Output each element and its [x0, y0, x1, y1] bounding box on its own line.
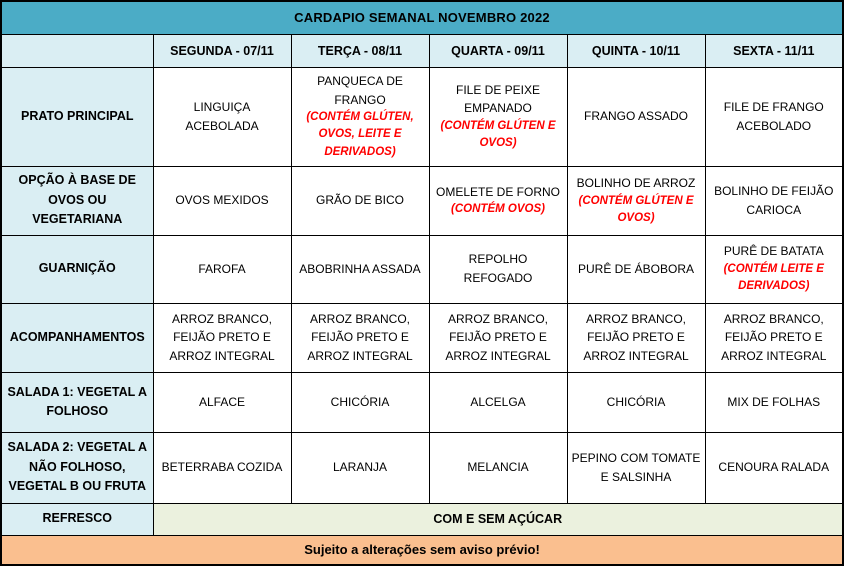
day-header: SEXTA - 11/11 — [705, 34, 843, 67]
menu-cell — [153, 235, 291, 303]
menu-row — [1, 166, 843, 235]
menu-row — [1, 372, 843, 432]
menu-cell — [429, 372, 567, 432]
menu-cell — [567, 166, 705, 235]
allergen-note: (CONTÉM GLÚTEN, OVOS, LEITE E DERIVADOS) — [306, 111, 414, 158]
row-label: OPÇÃO À BASE DE OVOS OU VEGETARIANA — [1, 166, 153, 235]
menu-cell — [705, 166, 843, 235]
dish-name: ARROZ BRANCO, FEIJÃO PRETO E ARROZ INTEGRAL — [307, 311, 413, 363]
row-label: PRATO PRINCIPAL — [1, 67, 153, 166]
dish-name: ARROZ BRANCO, FEIJÃO PRETO E ARROZ INTEGRAL — [169, 311, 275, 363]
allergen-note: (CONTÉM GLÚTEN E OVOS) — [578, 194, 694, 224]
day-header: QUINTA - 10/11 — [567, 34, 705, 67]
menu-row — [1, 67, 843, 166]
menu-cell — [153, 303, 291, 372]
refresco-row — [1, 503, 843, 535]
menu-cell — [291, 166, 429, 235]
row-label-refresco: REFRESCO — [1, 503, 153, 535]
dish-name: OMELETE DE FORNO — [435, 184, 560, 199]
dish-name: BOLINHO DE ARROZ — [576, 175, 696, 190]
dish-name: FAROFA — [198, 261, 246, 276]
menu-cell — [567, 67, 705, 166]
menu-cell — [291, 432, 429, 503]
dish-name: CENOURA RALADA — [718, 460, 830, 475]
corner-cell — [1, 34, 153, 67]
day-header: TERÇA - 08/11 — [291, 34, 429, 67]
menu-cell — [567, 432, 705, 503]
menu-cell — [705, 432, 843, 503]
dish-name: ALCELGA — [470, 394, 526, 409]
dish-name: ARROZ BRANCO, FEIJÃO PRETO E ARROZ INTEGRAL — [583, 311, 689, 363]
row-label: SALADA 2: VEGETAL A NÃO FOLHOSO, VEGETAL B OU FRUTA — [1, 432, 153, 503]
menu-cell — [291, 235, 429, 303]
dish-name: GRÃO DE BICO — [315, 193, 404, 208]
menu-cell — [705, 67, 843, 166]
dish-name: FRANGO ASSADO — [583, 109, 689, 124]
menu-cell — [705, 372, 843, 432]
dish-name: PURÊ DE BATATA — [723, 244, 824, 259]
dish-name: BETERRABA COZIDA — [161, 460, 283, 475]
menu-cell — [429, 235, 567, 303]
dish-name: MIX DE FOLHAS — [727, 394, 821, 409]
menu-cell — [291, 67, 429, 166]
menu-row — [1, 235, 843, 303]
allergen-note: (CONTÉM LEITE E DERIVADOS) — [723, 263, 824, 293]
menu-cell — [429, 303, 567, 372]
dish-name: PEPINO COM TOMATE E SALSINHA — [571, 450, 701, 484]
dish-name: ALFACE — [198, 394, 246, 409]
day-header: SEGUNDA - 07/11 — [153, 34, 291, 67]
dish-name: MELANCIA — [467, 460, 529, 475]
day-header-row — [1, 34, 843, 67]
dish-name: REPOLHO REFOGADO — [463, 252, 533, 285]
dish-name: PANQUECA DE FRANGO — [317, 74, 403, 107]
dish-name: BOLINHO DE FEIJÃO CARIOCA — [714, 183, 834, 217]
refresco-value: COM E SEM AÇÚCAR — [153, 503, 843, 535]
menu-cell — [705, 303, 843, 372]
dish-name: ARROZ BRANCO, FEIJÃO PRETO E ARROZ INTEGRAL — [721, 311, 827, 363]
allergen-note: (CONTÉM OVOS) — [451, 203, 545, 216]
menu-cell — [291, 372, 429, 432]
dish-name: LARANJA — [332, 460, 388, 475]
row-label: GUARNIÇÃO — [1, 235, 153, 303]
menu-cell — [705, 235, 843, 303]
dish-name: FILE DE FRANGO ACEBOLADO — [723, 99, 824, 133]
footer-note: Sujeito a alterações sem aviso prévio! — [1, 535, 843, 565]
title-row — [1, 1, 843, 34]
allergen-note: (CONTÉM GLÚTEN E OVOS) — [440, 119, 556, 150]
footer-row — [1, 535, 843, 565]
page-title: CARDAPIO SEMANAL NOVEMBRO 2022 — [1, 1, 843, 34]
dish-name: LINGUIÇA ACEBOLADA — [185, 99, 259, 133]
row-label: SALADA 1: VEGETAL A FOLHOSO — [1, 372, 153, 432]
dish-name: PURÊ DE ÁBOBORA — [577, 261, 695, 276]
dish-name: CHICÓRIA — [606, 394, 666, 409]
menu-row — [1, 432, 843, 503]
dish-name: FILE DE PEIXE EMPANADO — [455, 82, 541, 116]
menu-cell — [153, 372, 291, 432]
day-header: QUARTA - 09/11 — [429, 34, 567, 67]
menu-cell — [567, 303, 705, 372]
menu-cell — [429, 166, 567, 235]
menu-cell — [153, 67, 291, 166]
menu-row — [1, 303, 843, 372]
dish-name: ARROZ BRANCO, FEIJÃO PRETO E ARROZ INTEGRAL — [445, 311, 551, 363]
menu-cell — [153, 166, 291, 235]
menu-cell — [567, 235, 705, 303]
row-label: ACOMPANHAMENTOS — [1, 303, 153, 372]
dish-name: ABOBRINHA ASSADA — [299, 261, 421, 276]
menu-cell — [291, 303, 429, 372]
menu-cell — [429, 67, 567, 166]
dish-name: OVOS MEXIDOS — [175, 193, 269, 208]
dish-name: CHICÓRIA — [330, 394, 390, 409]
menu-cell — [429, 432, 567, 503]
menu-body — [1, 67, 843, 503]
menu-cell — [567, 372, 705, 432]
menu-cell — [153, 432, 291, 503]
